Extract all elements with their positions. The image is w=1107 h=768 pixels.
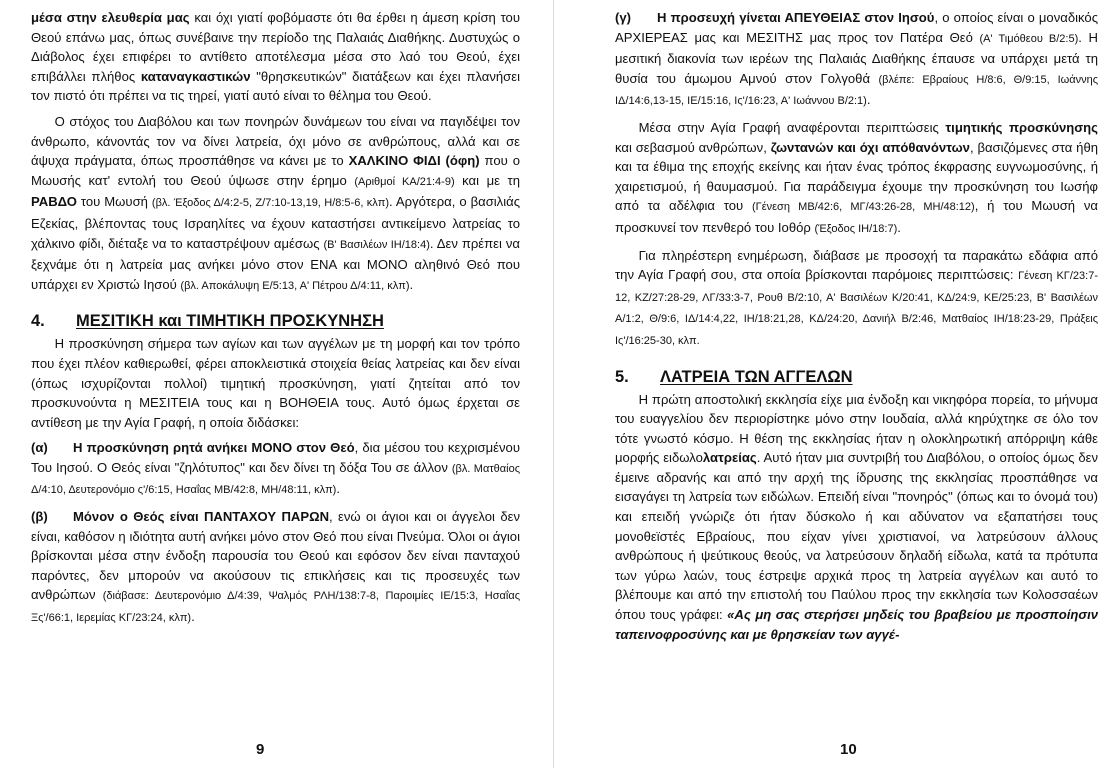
scripture-reference: (Έξοδος ΙΗ/18:7) xyxy=(814,222,898,235)
text-run: . Δεν πρέπει να ξεχνάμε ότι η λατρεία μας ανήκει μόνο στον ΕΝΑ και ΜΟΝΟ αληθινό Θεό που υπάρχει εν Χριστώ Ιησού xyxy=(31,235,520,292)
text-run: . Η μεσιτική διακονία των ιερέων της Παλαιάς Διαθήκης έπαυσε να υπάρχει μετά τη θυσία του άμωμου Αμνού στον Γολγοθά xyxy=(615,29,1098,86)
text-run: , βασιζόμενες στα ήθη και τα έθιμα της εποχής εκείνης και ήταν ένας τρόπος έκφρασης ευγνωμοσύνης, ή χαιρετισμού, ή θαυμασμού. Για παράδειγμα έχουμε την προσκύνηση του Ιωσήφ από τα αδέλφια του xyxy=(615,139,1099,214)
list-marker: (γ) xyxy=(615,10,632,25)
paragraph xyxy=(31,334,520,432)
emphasis-text: καταναγκαστικών xyxy=(140,68,251,84)
list-item-b xyxy=(31,507,520,629)
scripture-reference: (Α' Τιμόθεου Β/2:5) xyxy=(979,32,1079,45)
text-run: , ενώ οι άγιοι και οι άγγελοι δεν είναι, καθόσον η ιδιότητα αυτή ανήκει μόνο στον Θεό που είναι Πνεύμα. Όλοι οι άγιοι βρίσκονται μέσα στην ένδοξη παρουσία του Θεού και εφόσον δεν είναι πανταχού παρόντες, δεν μπορούν να ακούσουν τις επικλήσεις και τις προσευχές των ανθρώπων xyxy=(31,509,521,603)
emphasis-text: Μόνον ο Θεός είναι ΠΑΝΤΑΧΟΥ ΠΑΡΩΝ xyxy=(73,509,330,525)
emphasis-text: μέσα στην ελευθερία μας xyxy=(31,10,190,25)
list-item-text xyxy=(615,10,1098,107)
scripture-reference: Γένεση ΚΓ/23:7-12, ΚΖ/27:28-29, ΛΓ/33:3-7, Ρουθ Β/2:10, Α' Βασιλέων Κ/20:41, ΚΔ/24:9, ΚΕ/25:23, Β' Βασιλέων Α/1:2, Θ/9:6, ΙΔ/14:4,22, ΙΗ/18:21,28, ΚΔ/24:20, Δανιήλ Β/2:46, Ματθαίος ΙΗ/18:23-29, Πράξεις Ις'/16:25-30, κλπ. xyxy=(615,270,1098,347)
text-run: και σεβασμού ανθρώπων, xyxy=(615,139,771,155)
section-number: 5. xyxy=(615,367,629,386)
text-run: Για πληρέστερη ενημέρωση, διάβασε με προσοχή τα παρακάτω εδάφια από την Αγία Γραφή σου, στα οποία βρίσκονται παρόμοιες περιπτώσεις: xyxy=(615,247,1098,283)
page-number: 10 xyxy=(840,741,857,758)
list-item-text xyxy=(31,509,520,624)
section-heading-4 xyxy=(31,310,520,332)
text-run: και όχι γιατί φοβόμαστε ότι θα έρθει η άμεση κρίση του Θεού επάνω μας, όπως συνέβαινε την περίοδο της Παλαιάς Διαθήκης. Δυστυχώς ο Διάβολος έχει επιφέρει το αντίθετο αποτέλεσμα μέσα στο λαό του Θεού, έχει επιβάλλει πλήθος xyxy=(31,10,520,84)
text-run: . xyxy=(866,92,871,108)
section-title: ΜΕΣΙΤΙΚΗ και ΤΙΜΗΤΙΚΗ ΠΡΟΣΚΥΝΗΣΗ xyxy=(76,312,384,331)
left-text-column xyxy=(31,8,520,635)
text-run: Μέσα στην Αγία Γραφή αναφέρονται περιπτώσεις xyxy=(638,119,946,135)
section-heading-5 xyxy=(615,366,1098,388)
scripture-reference: (βλ. Ματθαίος Δ/4:10, Δευτερονόμιο ς'/6:15, Ησαΐας ΜΒ/42:8, ΜΗ/48:11, κλπ) xyxy=(31,462,520,497)
emphasis-text: «Ας μη σας στερήσει μηδείς του βραβείου με προσποίησιν ταπεινοφροσύνης και με θρησκείαν των αγγέ- xyxy=(615,607,1098,642)
section-title: ΛΑΤΡΕΙΑ ΤΩΝ ΑΓΓΕΛΩΝ xyxy=(660,367,853,386)
left-page xyxy=(0,0,553,768)
right-text-column xyxy=(615,8,1098,650)
paragraph xyxy=(615,390,1098,645)
text-run: Ο στόχος του Διαβόλου και των πονηρών δυνάμεων του είναι να παγιδέψει τον άνθρωπο, κάνοντάς τον να δίνει λατρεία, όχι μόνο σε ανθρώπους, αλλά και σε άψυχα πράγματα, όπως προσπάθησε να κάνει με το xyxy=(31,113,520,169)
scripture-reference: (βλ. Έξοδος Δ/4:2-5, Ζ/7:10-13,19, Η/8:5-6, κλπ) xyxy=(151,197,390,210)
paragraph xyxy=(31,8,520,106)
emphasis-text: ΡΑΒΔΟ xyxy=(31,194,77,210)
page-number: 9 xyxy=(256,741,265,758)
text-run: . xyxy=(897,219,901,235)
text-run: . xyxy=(336,481,340,497)
list-marker: (β) xyxy=(31,509,48,525)
text-run: . xyxy=(191,609,195,625)
scripture-reference: (Αριθμοί ΚΑ/21:4-9) xyxy=(354,175,455,188)
text-run: . Αυτό ήταν μια συντριβή του Διαβόλου, ο οποίος όμως δεν έμεινε αδρανής και από την αρχή της ίδρυσης της εκκλησίας προσπάθησε να εισαγάγει τη λατρεία των ειδώλων. Επειδή είναι "πονηρός" (όπως και το όνομά του) και επειδή γνώριζε ότι ήταν δύσκολο ή και αδύνατον να εξαπατήσει τους μονοθεϊστές Εβραίους, που είχαν γίνει χριστιανοί, να λατρεύσουν άλλους ανθρώπους ή ψεύτικους θεούς, να λατρεύσουν δηλαδή είδωλα, κατά τα πρότυπα των γύρω λαών, τους έστρεψε αρχικά προς τη λατρεία αγγέλων και αυτό το βλέπουμε και από την επιστολή του Παύλου προς την εκκλησία των Κολοσσαέων όπου τους γράφει: xyxy=(615,450,1098,623)
text-run: . Αργότερα, ο βασιλιάς Εζεκίας, βλέποντας τους Ισραηλίτες να έχουν καταστήσει αντικείμενο λατρείας το χάλκινο φίδι, διέταξε να το καταστρέψουν αμέσως xyxy=(31,194,521,251)
text-run: , ή του Μωυσή να προσκυνεί τον πενθερό του Ιοθόρ xyxy=(615,198,1098,235)
text-run: . xyxy=(409,276,414,292)
emphasis-text: ζωντανών και όχι απόθανόντων xyxy=(770,139,970,155)
text-run: του Μωυσή xyxy=(76,194,152,210)
scripture-reference: (βλ. Αποκάλυψη Ε/5:13, Α' Πέτρου Δ/4:11, κλπ) xyxy=(180,279,410,292)
list-item-a xyxy=(31,438,520,501)
emphasis-text: Η προσκύνηση ρητά ανήκει ΜΟΝΟ στον Θεό xyxy=(73,440,355,456)
emphasis-text: ΧΑΛΚΙΝΟ ΦΙΔΙ (όφη) xyxy=(348,153,480,169)
emphasis-text: Η προσευχή γίνεται ΑΠΕΥΘΕΙΑΣ στον Ιησού xyxy=(657,10,935,25)
right-page xyxy=(554,0,1107,768)
scripture-reference: (βλέπε: Εβραίους Η/8:6, Θ/9:15, Ιωάννης ΙΔ/14:6,13-15, ΙΕ/15:16, Ις'/16:23, Α' Ιωάννου Β/2:1) xyxy=(615,73,1099,108)
text-run: Η πρώτη αποστολική εκκλησία είχε μια ένδοξη και νικηφόρα πορεία, το μήνυμα του ευαγγελίου δεν περιορίστηκε μόνο στην Ιουδαία, αλλά κηρύχτηκε σε όλο τον τότε γνωστό κόσμο. Η θέση της εκκλησίας ήταν η ολοκληρωτική απόρριψη κάθε μορφής ειδωλο xyxy=(615,391,1098,466)
paragraph xyxy=(615,246,1098,352)
list-marker: (α) xyxy=(31,440,48,456)
text-run: , δια μέσου του κεχρισμένου Του Ιησού. Ο Θεός είναι "ζηλότυπος" και δεν δίνει τη δόξα Του σε άλλον xyxy=(31,440,520,475)
paragraph xyxy=(31,112,520,296)
scripture-reference: (Γένεση ΜΒ/42:6, ΜΓ/43:26-28, ΜΗ/48:12) xyxy=(752,201,975,214)
text-run: Η προσκύνηση σήμερα των αγίων και των αγγέλων με τη μορφή και τον τρόπο που έχει πλέον καθιερωθεί, φέρει αποκλειστικά στοιχεία θείας λατρείας και δεν είναι (όπως ισχυρίζονται πολλοί) τιμητική προσκύνηση, γιατί ζητείται από τον προσκυνούντα η ΜΕΣΙΤΕΙΑ τους και η ΒΟΗΘΕΙΑ τους. Αυτό όμως έρχεται σε αντίθεση με την Αγία Γραφή, η οποία διδάσκει: xyxy=(31,336,520,430)
text-run: που ο Μωυσής κατ' εντολή του Θεού ύψωσε στην έρημο xyxy=(31,153,520,188)
emphasis-text: λατρείας xyxy=(702,450,757,466)
paragraph xyxy=(615,118,1098,240)
section-number: 4. xyxy=(31,312,45,331)
text-run: και με τη xyxy=(454,172,520,188)
text-run: "θρησκευτικών" διατάξεων και έχει πλανήσει τον πιστό ότι πρέπει να τις τηρεί, γιατί αυτό είναι το θέλημα του Θεού. xyxy=(31,68,520,104)
text-run: , ο οποίος είναι ο μοναδικός ΑΡΧΙΕΡΕΑΣ μας και ΜΕΣΙΤΗΣ μας προς τον Πατέρα Θεό xyxy=(615,10,1099,45)
scripture-reference: (Β' Βασιλέων ΙΗ/18:4) xyxy=(323,238,430,251)
list-item-c xyxy=(615,8,1098,112)
scripture-reference: (διάβασε: Δευτερονόμιο Δ/4:39, Ψαλμός ΡΛΗ/138:7-8, Παροιμίες ΙΕ/15:3, Ησαΐας Ξς'/66:1, Ιερεμίας ΚΓ/23:24, κλπ) xyxy=(31,590,520,625)
emphasis-text: τιμητικής προσκύνησης xyxy=(945,119,1098,135)
list-item-text xyxy=(31,440,520,496)
